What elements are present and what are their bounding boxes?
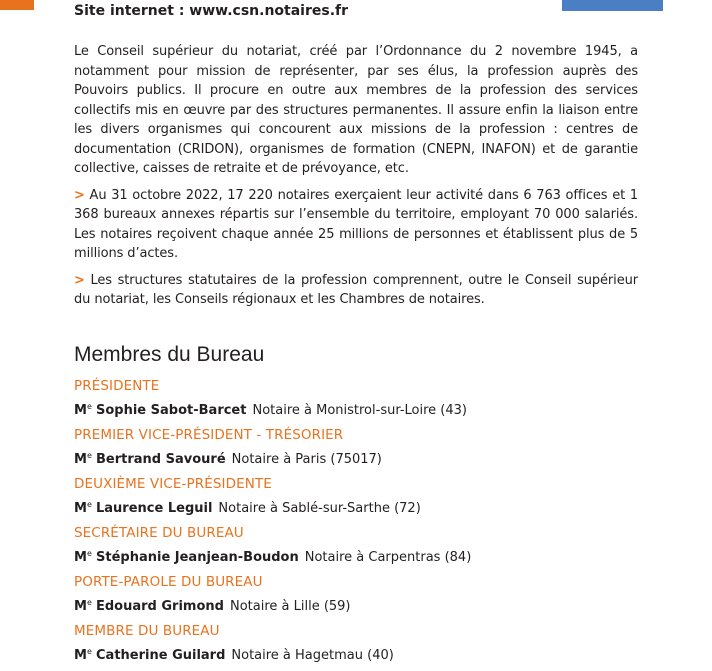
member-name: Bertrand Savouré (96, 451, 226, 467)
member-detail: Notaire à Sablé-sur-Sarthe (72) (218, 500, 421, 516)
bullet-arrow-icon: > (74, 272, 85, 288)
member-role: PRÉSIDENTE (74, 377, 160, 394)
member-person (74, 543, 638, 568)
website-line: Site internet : www.csn.notaires.fr (74, 3, 349, 19)
member-detail: Notaire à Carpentras (84) (304, 549, 472, 565)
section-title: Membres du Bureau (74, 342, 265, 366)
member-person (74, 445, 638, 470)
members-list (74, 377, 638, 666)
member-item (74, 475, 638, 519)
main-content (74, 42, 638, 671)
member-role: PREMIER VICE-PRÉSIDENT - TRÉSORIER (74, 426, 344, 443)
member-role: DEUXIÈME VICE-PRÉSIDENTE (74, 475, 272, 492)
member-name: Edouard Grimond (96, 598, 224, 614)
stats-text: Au 31 octobre 2022, 17 220 notaires exerçaient leur activité dans 6 763 offices et 1 368 bureaux annexes répartis sur l’ensemble du territoire, employant 70 000 salariés. Les notaires reçoivent chaque année 25 millions de personnes et établissent plus de 5 millions d’actes. (74, 187, 638, 261)
member-item (74, 426, 638, 470)
member-person (74, 396, 638, 421)
member-person (74, 641, 638, 666)
member-person (74, 592, 638, 617)
member-role: PORTE-PAROLE DU BUREAU (74, 573, 263, 590)
bullet-arrow-icon: > (74, 187, 85, 203)
member-name: Catherine Guilard (96, 647, 226, 663)
structures-paragraph (74, 271, 638, 310)
member-item (74, 524, 638, 568)
member-detail: Notaire à Paris (75017) (231, 451, 382, 467)
structures-text: Les structures statutaires de la profession comprennent, outre le Conseil supérieur du notariat, les Conseils régionaux et les Chambres de notaires. (74, 272, 638, 307)
honorific: Me (74, 548, 92, 565)
member-name: Stéphanie Jeanjean-Boudon (96, 549, 299, 565)
member-item (74, 377, 638, 421)
member-detail: Notaire à Hagetmau (40) (231, 647, 394, 663)
honorific: Me (74, 499, 92, 516)
honorific: Me (74, 646, 92, 663)
intro-paragraph: Le Conseil supérieur du notariat, créé par l’Ordonnance du 2 novembre 1945, a notamment pour mission de représenter, par ses élus, la profession auprès des Pouvoirs publics. Il procure en outre aux membres de la profession des services collectifs mis en œuvre par des structures permanentes. Il assure enfin la liaison entre les divers organismes qui concourent aux missions de la profession : centres de documentation (CRIDON), organismes de formation (CNEPN, INAFON) et de garantie collective, caisses de retraite et de prévoyance, etc. (74, 44, 638, 176)
honorific: Me (74, 401, 92, 418)
member-person (74, 494, 638, 519)
honorific: Me (74, 450, 92, 467)
blue-header-block (562, 0, 663, 11)
orange-corner-block (0, 0, 34, 10)
stats-paragraph (74, 186, 638, 264)
member-name: Sophie Sabot-Barcet (96, 402, 247, 418)
member-detail: Notaire à Lille (59) (229, 598, 351, 614)
member-name: Laurence Leguil (96, 500, 213, 516)
member-role: MEMBRE DU BUREAU (74, 622, 220, 639)
honorific: Me (74, 597, 92, 614)
member-item (74, 622, 638, 666)
member-detail: Notaire à Monistrol-sur-Loire (43) (252, 402, 467, 418)
member-role: SECRÉTAIRE DU BUREAU (74, 524, 244, 541)
member-item (74, 573, 638, 617)
